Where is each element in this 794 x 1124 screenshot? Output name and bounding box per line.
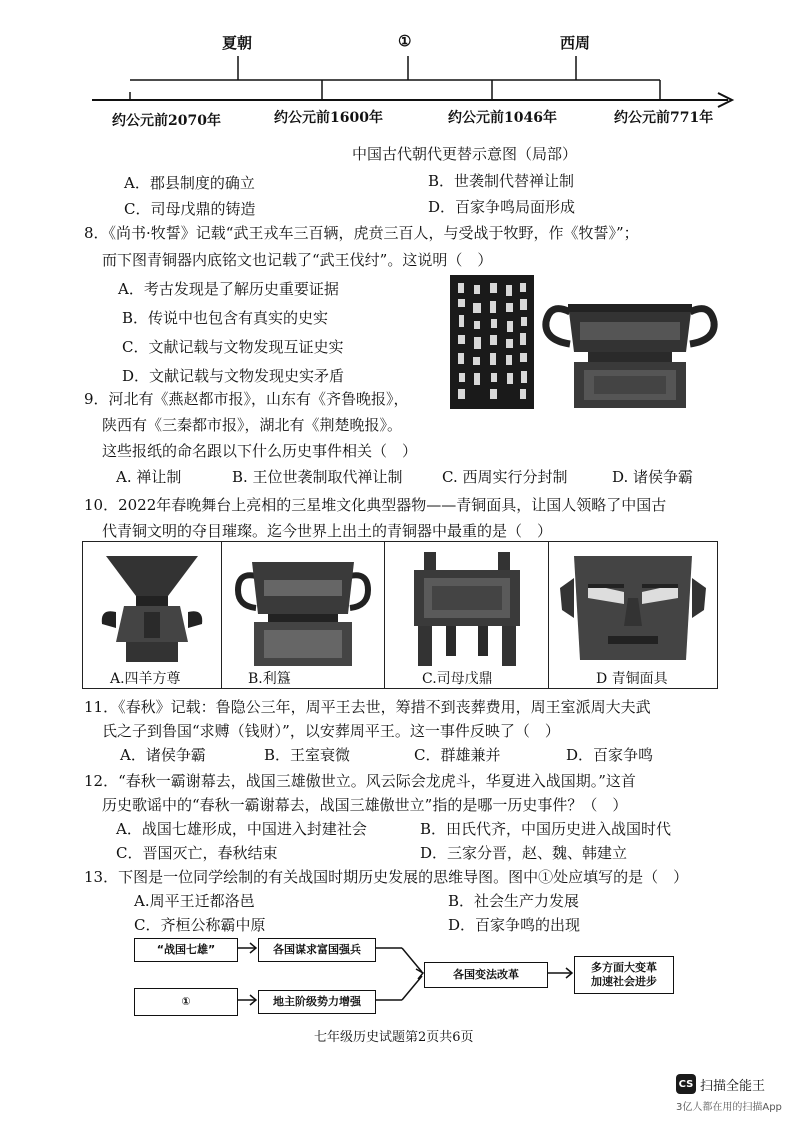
timeline-date-4: 约公元前771年 — [614, 110, 714, 126]
q8-stem-line2: 而下图青铜器内底铭文也记载了“武王伐纣”。这说明（ ） — [102, 251, 493, 269]
q12-option-c: C．晋国灭亡，春秋结束 — [116, 844, 278, 862]
timeline-label-xia: 夏朝 — [222, 34, 253, 52]
q10-caption-a: A.四羊方尊 — [110, 671, 181, 687]
mindmap-box-landlord: 地主阶级势力增强 — [258, 990, 376, 1014]
page-footer: 七年级历史试题第2页共6页 — [314, 1030, 474, 1045]
q7-option-c: C．司母戊鼎的铸造 — [124, 200, 256, 218]
timeline-date-2: 约公元前1600年 — [274, 110, 383, 126]
mindmap-box-reform: 各国变法改革 — [424, 962, 548, 988]
q9-stem-line1: 9．河北有《燕赵都市报》，山东有《齐鲁晚报》， — [84, 390, 409, 408]
q10-stem-line2: 代青铜文明的夺目璀璨。迄今世界上出土的青铜器中最重的是（ ） — [102, 522, 553, 540]
q8-option-a: A．考古发现是了解历史重要证据 — [118, 280, 339, 298]
bronze-gui-vessel-image — [540, 282, 720, 412]
q8-option-b: B．传说中也包含有真实的史实 — [122, 309, 329, 327]
q13-option-c: C．齐桓公称霸中原 — [134, 916, 266, 934]
q8-option-c: C．文献记载与文物发现互证史实 — [122, 338, 344, 356]
q7-option-b: B．世袭制代替禅让制 — [428, 172, 575, 190]
q13-option-b: B．社会生产力发展 — [448, 892, 580, 910]
q9-option-b: B. 王位世袭制取代禅让制 — [232, 468, 403, 486]
mindmap-box-change-line1: 多方面大变革 — [591, 961, 657, 975]
q11-option-c: C．群雄兼并 — [414, 746, 501, 764]
q12-option-b: B．田氏代齐，中国历史进入战国时代 — [420, 820, 672, 838]
q8-stem-line1: 8．《尚书·牧誓》记载“武王戎车三百辆，虎贲三百人，与受战于牧野，作《牧誓》”； — [84, 224, 639, 242]
q10-caption-d: D 青铜面具 — [596, 671, 668, 687]
four-goat-zun-image — [92, 550, 212, 666]
q10-caption-b: B.利簋 — [248, 671, 291, 687]
q13-option-d: D．百家争鸣的出现 — [448, 916, 581, 934]
q9-option-d: D. 诸侯争霸 — [612, 468, 694, 486]
timeline-date-1: 约公元前2070年 — [112, 113, 221, 129]
timeline-caption: 中国古代朝代更替示意图（局部） — [352, 145, 578, 163]
q11-option-d: D．百家争鸣 — [566, 746, 654, 764]
q11-stem-line2: 氏之子到鲁国“求赙（钱财）”，以安葬周平王。这一事件反映了（ ） — [102, 722, 560, 740]
simuwu-ding-image — [396, 552, 538, 668]
q12-option-d: D．三家分晋，赵、魏、韩建立 — [420, 844, 628, 862]
q12-stem-line2: 历史歌谣中的“春秋一霸谢幕去，战国三雄傲世立”指的是哪一历史事件？（ ） — [102, 796, 628, 814]
q12-stem-line1: 12．“春秋一霸谢幕去，战国三雄傲世立。风云际会龙虎斗，华夏进入战国期。”这首 — [84, 772, 636, 790]
q11-option-b: B．王室衰微 — [264, 746, 351, 764]
mindmap-connectors — [0, 930, 794, 1030]
q12-option-a: A．战国七雄形成，中国进入封建社会 — [116, 820, 367, 838]
timeline-date-3: 约公元前1046年 — [448, 110, 557, 126]
bronze-mask-image — [558, 548, 708, 668]
q9-stem-line3: 这些报纸的命名跟以下什么历史事件相关（ ） — [102, 442, 418, 460]
q13-option-a: A.周平王迁都洛邑 — [134, 892, 255, 910]
q10-stem-line1: 10．2022年春晚舞台上亮相的三星堆文化典型器物——青铜面具，让国人领略了中国古 — [84, 496, 667, 514]
inscription-rubbing-image — [450, 275, 534, 409]
li-gui-image — [232, 552, 374, 668]
mindmap-box-strengthen: 各国谋求富国强兵 — [258, 938, 376, 962]
mindmap-box-change — [574, 956, 674, 994]
q7-option-a: A．郡县制度的确立 — [124, 174, 255, 192]
scanner-app-name: 扫描全能王 — [700, 1079, 766, 1094]
scanner-app-slogan: 3亿人都在用的扫描App — [676, 1102, 782, 1113]
q8-option-d: D．文献记载与文物发现史实矛盾 — [122, 367, 345, 385]
q9-stem-line2: 陕西有《三秦都市报》，湖北有《荆楚晚报》。 — [102, 416, 403, 434]
scanner-logo-icon: CS — [676, 1074, 696, 1094]
q9-option-a: A. 禅让制 — [116, 468, 182, 486]
q9-option-c: C. 西周实行分封制 — [442, 468, 568, 486]
q11-stem-line1: 11．《春秋》记载：鲁隐公三年，周平王去世，筹措不到丧葬费用，周王室派周大夫武 — [84, 698, 651, 716]
q13-stem-line1: 13．下图是一位同学绘制的有关战国时期历史发展的思维导图。图中①处应填写的是（ ） — [84, 868, 689, 886]
mindmap-box-blank: ① — [134, 988, 238, 1016]
timeline-label-xizhou: 西周 — [560, 34, 591, 52]
q7-option-d: D．百家争鸣局面形成 — [428, 198, 576, 216]
timeline-label-blank: ① — [398, 32, 412, 50]
mindmap-box-seven-states: “战国七雄” — [134, 938, 238, 962]
mindmap-box-change-line2: 加速社会进步 — [591, 975, 657, 988]
q11-option-a: A．诸侯争霸 — [120, 746, 206, 764]
q10-caption-c: C.司母戊鼎 — [422, 671, 493, 687]
